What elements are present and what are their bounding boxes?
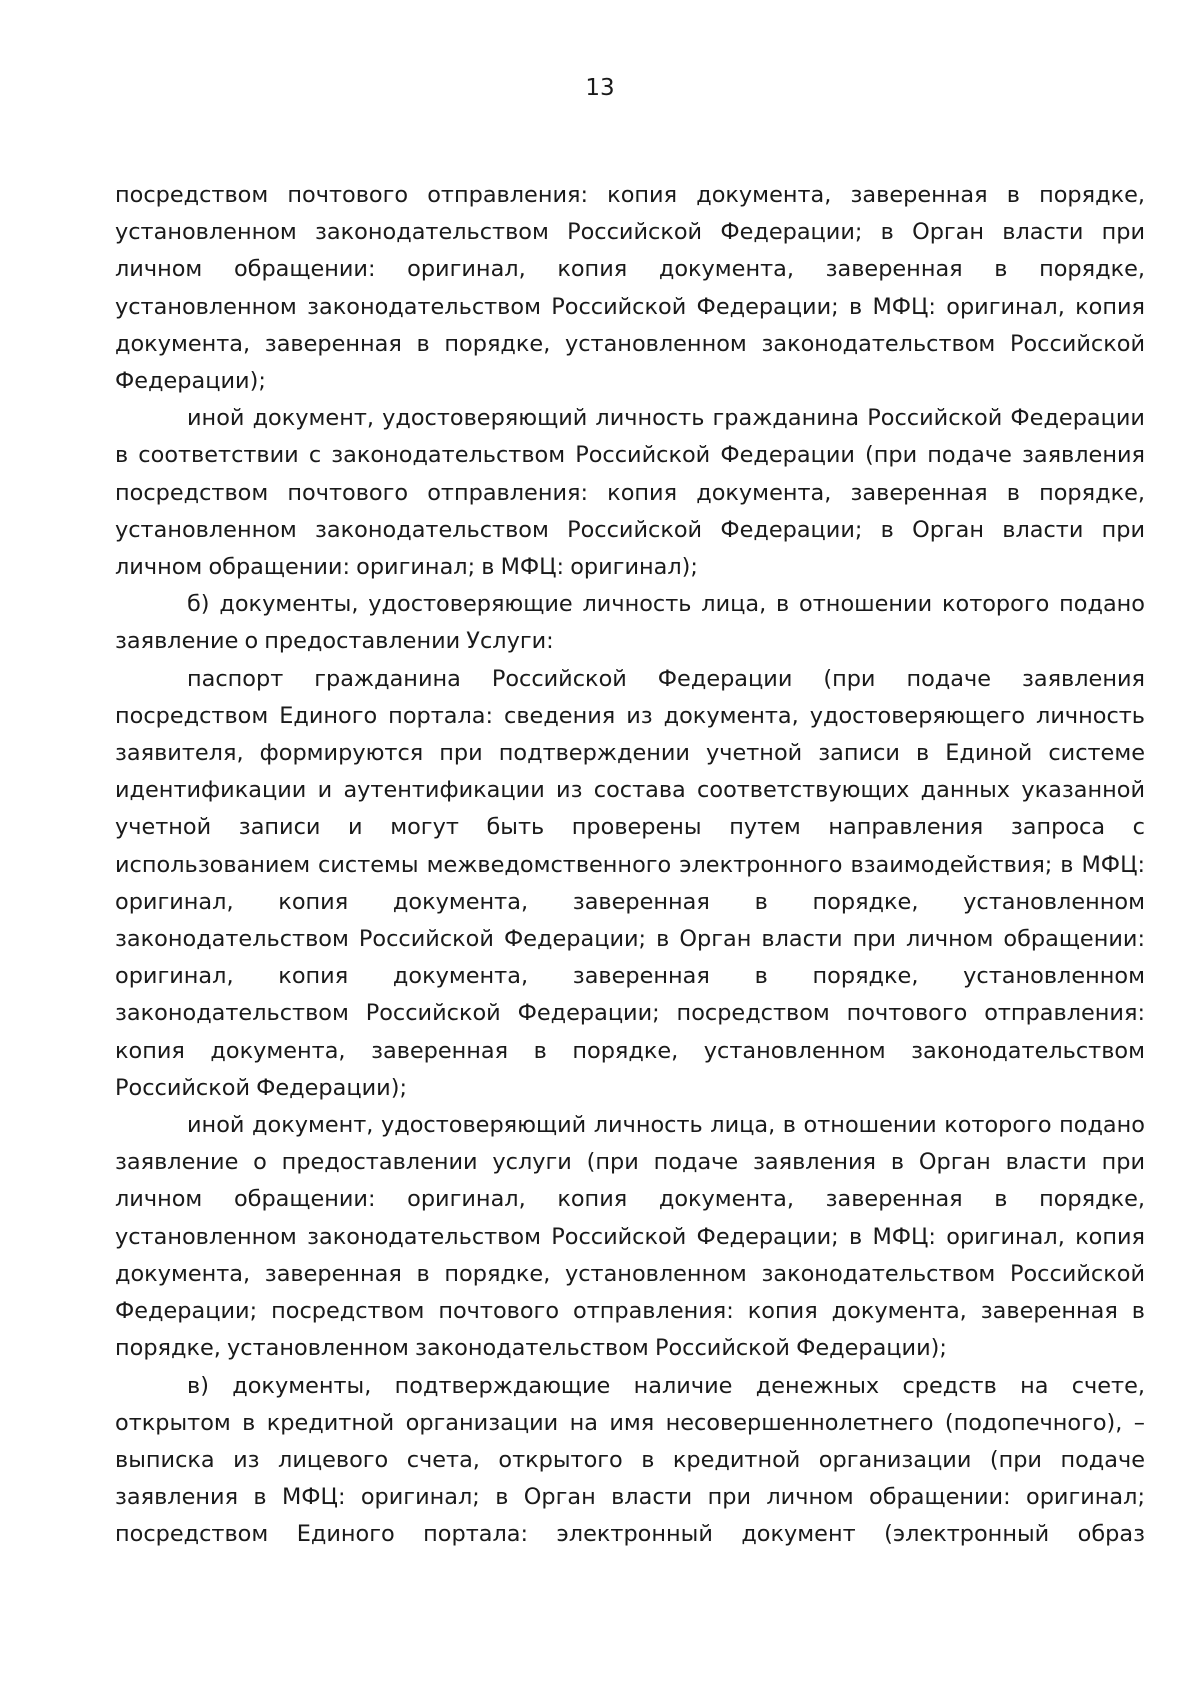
paragraph-passport: паспорт гражданина Российской Федерации (при подаче заявления посредством Единого портала: сведения из документа, удостоверяющего личность заявителя, формируются при подтверждении учетной записи в Единой системе идентификации и аутентификации из состава соответствующих данных указанной учетной записи и могут быть проверены путем направления запроса с использованием системы межведомственного электронного взаимодействия; в МФЦ: оригинал, копия документа, заверенная в порядке, установленном законодательством Российской Федерации; в Орган власти при личном обращении: оригинал, копия документа, заверенная в порядке, установленном законодательством Российской Федерации; посредством почтового отправления: копия документа, заверенная в порядке, установленном законодательством Российской Федерации);: [115, 665, 1145, 1101]
paragraph-item-b: б) документы, удостоверяющие личность лица, в отношении которого подано заявление о предоставлении Услуги:: [115, 591, 1145, 655]
paragraph-continuation: посредством почтового отправления: копия документа, заверенная в порядке, установленном законодательством Российской Федерации; в Орган власти при личном обращении: оригинал, копия документа, заверенная в порядке, установленном законодательством Российской Федерации; в МФЦ: оригинал, копия документа, заверенная в порядке, установленном законодательством Российской Федерации);: [115, 182, 1145, 395]
page-number: 13: [585, 75, 615, 101]
document-body: [115, 177, 1145, 1554]
paragraph-other-id-citizen: иной документ, удостоверяющий личность гражданина Российской Федерации в соответствии с законодательством Российской Федерации (при подаче заявления посредством почтового отправления: копия документа, заверенная в порядке, установленном законодательством Российской Федерации; в Орган власти при личном обращении: оригинал; в МФЦ: оригинал);: [115, 405, 1145, 581]
paragraph-item-v: в) документы, подтверждающие наличие денежных средств на счете, открытом в кредитной организации на имя несовершеннолетнего (подопечного), – выписка из лицевого счета, открытого в кредитной организации (при подаче заявления в МФЦ: оригинал; в Орган власти при личном обращении: оригинал; посредством Единого портала: электронный документ (электронный образ: [115, 1372, 1145, 1548]
paragraph-other-id-person: иной документ, удостоверяющий личность лица, в отношении которого подано заявление о предоставлении услуги (при подаче заявления в Орган власти при личном обращении: оригинал, копия документа, заверенная в порядке, установленном законодательством Российской Федерации; в МФЦ: оригинал, копия документа, заверенная в порядке, установленном законодательством Российской Федерации; посредством почтового отправления: копия документа, заверенная в порядке, установленном законодательством Российской Федерации);: [115, 1112, 1145, 1362]
